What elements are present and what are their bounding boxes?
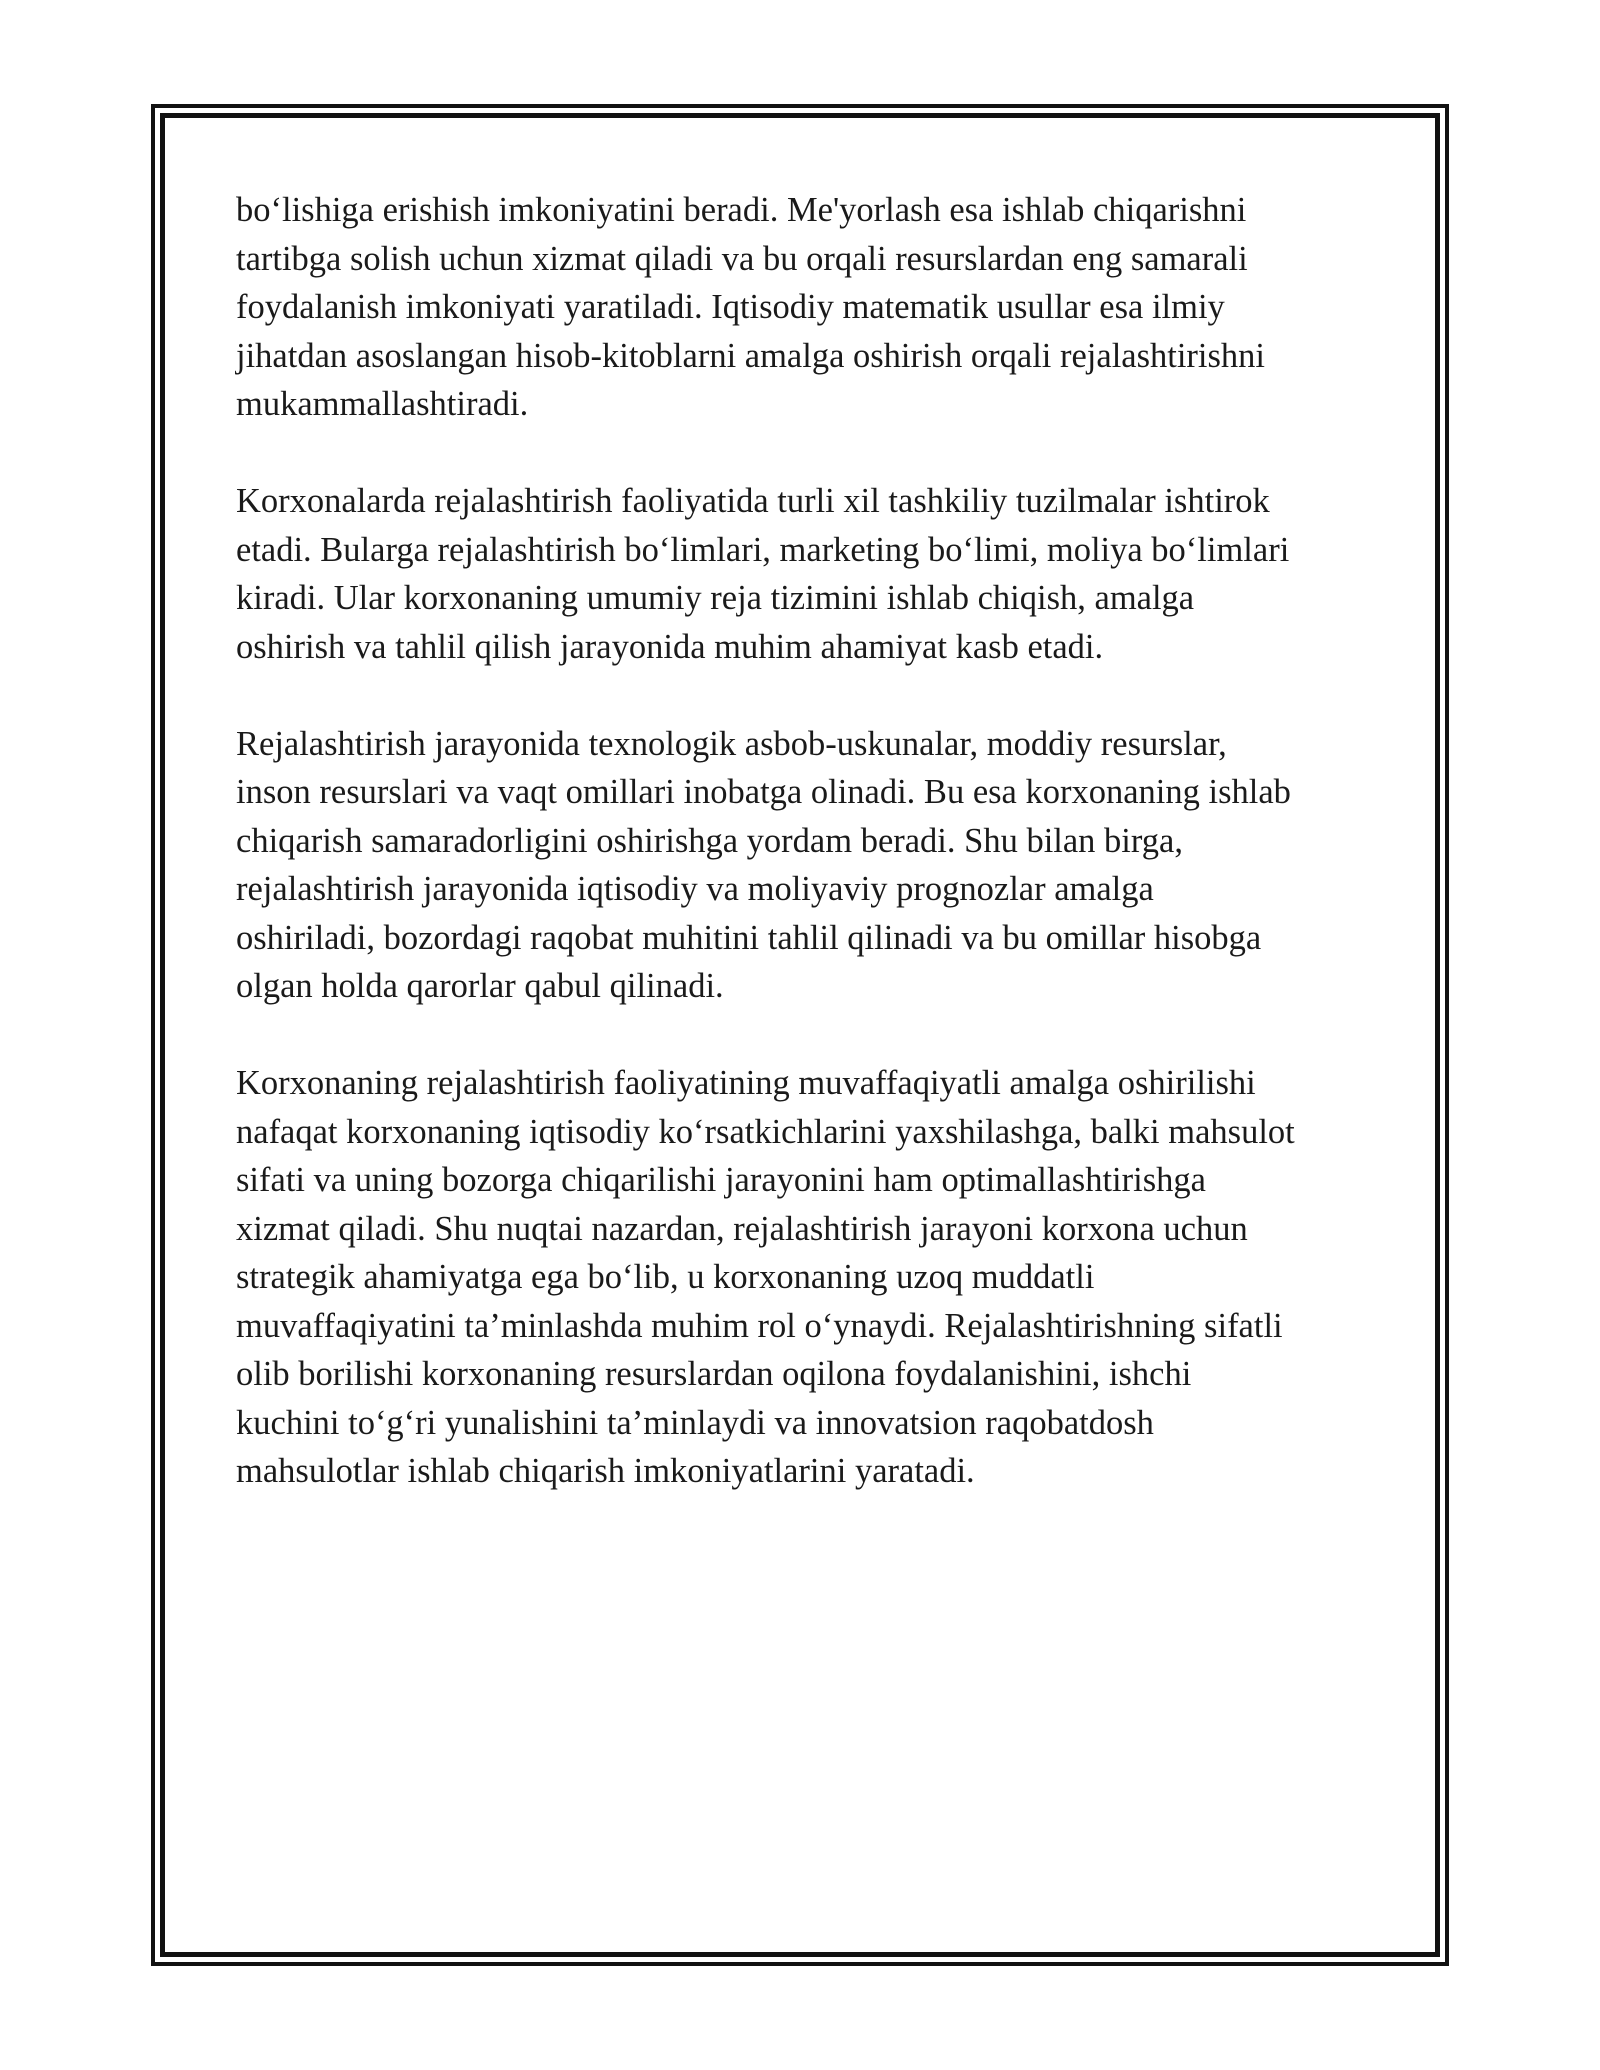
text-line: olgan holda qarorlar qabul qilinadi. [236,967,724,1005]
text-line: sifati va uning bozorga chiqarilishi jarayonini ham optimallashtirishga [236,1161,1206,1199]
text-line: etadi. Bularga rejalashtirish bo‘limlari, marketing bo‘limi, moliya bo‘limlari [236,530,1290,569]
text-line: mukammallashtiradi. [236,385,529,423]
text-line: tartibga solish uchun xizmat qiladi va bu orqali resurslardan eng samarali [236,239,1248,278]
text-line: nafaqat korxonaning iqtisodiy ko‘rsatkichlarini yaxshilashga, balki mahsulot [236,1112,1295,1151]
paragraph-3 [236,720,1376,1011]
paragraph-1 [236,186,1376,429]
text-line: rejalashtirish jarayonida iqtisodiy va moliyaviy prognozlar amalga [236,870,1154,908]
text-line: foydalanish imkoniyati yaratiladi. Iqtisodiy matematik usullar esa ilmiy [236,288,1225,326]
paragraph-4 [236,1059,1376,1496]
text-line: xizmat qiladi. Shu nuqtai nazardan, rejalashtirish jarayoni korxona uchun [236,1209,1248,1248]
text-line: kuchini to‘g‘ri yunalishini ta’minlaydi va innovatsion raqobatdosh [236,1403,1154,1442]
text-line: olib borilishi korxonaning resurslardan oqilona foydalanishini, ishchi [236,1355,1192,1393]
text-line: oshirish va tahlil qilish jarayonida muhim ahamiyat kasb etadi. [236,627,1104,666]
text-line: jihatdan asoslangan hisob-kitoblarni amalga oshirish orqali rejalashtirishni [236,336,1266,375]
document-body [236,186,1376,1544]
text-line: Korxonalarda rejalashtirish faoliyatida turli xil tashkiliy tuzilmalar ishtirok [236,482,1270,520]
text-line: chiqarish samaradorligini oshirishga yordam beradi. Shu bilan birga, [236,821,1183,860]
text-line: inson resurslari va vaqt omillari inobatga olinadi. Bu esa korxonaning ishlab [236,773,1291,811]
paragraph-2 [236,477,1376,671]
text-line: Rejalashtirish jarayonida texnologik asbob-uskunalar, moddiy resurslar, [236,724,1227,763]
text-line: Korxonaning rejalashtirish faoliyatining muvaffaqiyatli amalga oshirilishi [236,1064,1256,1102]
text-line: oshiriladi, bozordagi raqobat muhitini tahlil qilinadi va bu omillar hisobga [236,918,1262,957]
text-line: muvaffaqiyatini ta’minlashda muhim rol o‘ynaydi. Rejalashtirishning sifatli [236,1306,1283,1345]
text-line: kiradi. Ular korxonaning umumiy reja tizimini ishlab chiqish, amalga [236,579,1195,617]
text-line: mahsulotlar ishlab chiqarish imkoniyatlarini yaratadi. [236,1452,975,1490]
text-line: bo‘lishiga erishish imkoniyatini beradi. Me'yorlash esa ishlab chiqarishni [236,191,1247,229]
text-line: strategik ahamiyatga ega bo‘lib, u korxonaning uzoq muddatli [236,1258,1095,1296]
